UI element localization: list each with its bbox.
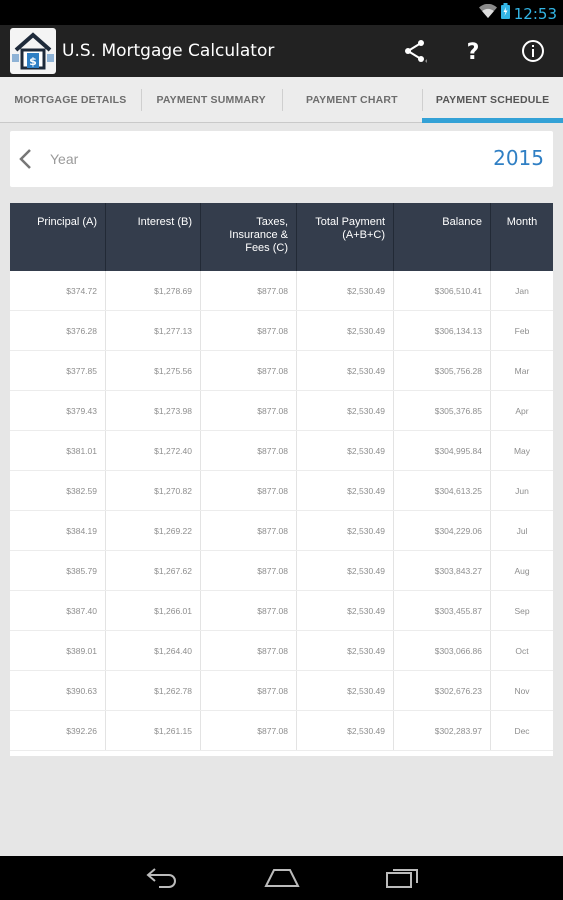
total-payment-cell: $2,530.49 <box>296 471 393 510</box>
month-cell: Apr <box>490 391 553 430</box>
column-header-month: Month <box>490 203 553 271</box>
table-row <box>10 511 553 551</box>
interest-cell: $1,272.40 <box>105 431 200 470</box>
year-label: Year <box>50 151 79 167</box>
balance-cell: $305,756.28 <box>393 351 490 390</box>
table-row <box>10 471 553 511</box>
interest-cell: $1,262.78 <box>105 671 200 710</box>
help-icon[interactable] <box>453 31 493 71</box>
home-icon[interactable] <box>257 864 307 892</box>
month-cell: Aug <box>490 551 553 590</box>
table-row <box>10 591 553 631</box>
interest-cell: $1,267.62 <box>105 551 200 590</box>
taxes-cell: $877.08 <box>200 591 296 630</box>
total-payment-cell: $2,530.49 <box>296 711 393 750</box>
column-header-total-payment: Total Payment (A+B+C) <box>296 203 393 271</box>
principal-cell: $384.19 <box>66 525 97 536</box>
month-cell: May <box>490 431 553 470</box>
tab-bar <box>0 77 563 123</box>
table-row <box>10 711 553 751</box>
interest-cell: $1,278.69 <box>105 271 200 310</box>
taxes-cell: $877.08 <box>200 311 296 350</box>
balance-cell: $302,676.23 <box>393 671 490 710</box>
principal-cell: $376.28 <box>66 325 97 336</box>
table-row <box>10 311 553 351</box>
balance-cell: $303,066.86 <box>393 631 490 670</box>
svg-text:$: $ <box>29 55 37 68</box>
taxes-cell: $877.08 <box>200 431 296 470</box>
month-cell: Jan <box>490 271 553 310</box>
tab-mortgage-details[interactable]: MORTGAGE DETAILS <box>14 93 127 106</box>
total-payment-cell: $2,530.49 <box>296 391 393 430</box>
balance-cell: $302,283.97 <box>393 711 490 750</box>
navigation-bar <box>0 856 563 900</box>
taxes-cell: $877.08 <box>200 511 296 550</box>
balance-cell: $306,134.13 <box>393 311 490 350</box>
interest-cell: $1,273.98 <box>105 391 200 430</box>
svg-text:?: ? <box>466 40 480 63</box>
interest-cell: $1,261.15 <box>105 711 200 750</box>
total-payment-cell: $2,530.49 <box>296 631 393 670</box>
column-header-interest: Interest (B) <box>105 203 200 271</box>
taxes-cell: $877.08 <box>200 631 296 670</box>
principal-cell: $389.01 <box>66 645 97 656</box>
month-cell: Sep <box>490 591 553 630</box>
principal-cell: $377.85 <box>66 365 97 376</box>
balance-cell: $306,510.41 <box>393 271 490 310</box>
taxes-cell: $877.08 <box>200 351 296 390</box>
column-header-principal: Principal (A) <box>37 216 97 228</box>
taxes-cell: $877.08 <box>200 471 296 510</box>
total-payment-cell: $2,530.49 <box>296 551 393 590</box>
principal-cell: $385.79 <box>66 565 97 576</box>
interest-cell: $1,275.56 <box>105 351 200 390</box>
column-header-taxes: Taxes, Insurance & Fees (C) <box>200 203 296 271</box>
share-icon[interactable] <box>395 31 435 71</box>
tab-payment-schedule[interactable]: PAYMENT SCHEDULE <box>422 77 563 122</box>
recent-apps-icon[interactable] <box>377 864 427 892</box>
tab-payment-summary[interactable]: PAYMENT SUMMARY <box>141 77 282 122</box>
tab-payment-chart[interactable]: PAYMENT CHART <box>282 77 423 122</box>
chevron-left-icon[interactable] <box>16 147 38 171</box>
total-payment-cell: $2,530.49 <box>296 351 393 390</box>
total-payment-cell: $2,530.49 <box>296 671 393 710</box>
year-value[interactable]: 2015 <box>493 146 544 170</box>
table-row <box>10 671 553 711</box>
battery-icon <box>501 3 510 24</box>
interest-cell: $1,277.13 <box>105 311 200 350</box>
total-payment-cell: $2,530.49 <box>296 271 393 310</box>
principal-cell: $392.26 <box>66 725 97 736</box>
table-body <box>10 271 553 751</box>
table-row <box>10 271 553 311</box>
taxes-cell: $877.08 <box>200 271 296 310</box>
balance-cell: $305,376.85 <box>393 391 490 430</box>
interest-cell: $1,266.01 <box>105 591 200 630</box>
table-header <box>10 203 553 271</box>
taxes-cell: $877.08 <box>200 711 296 750</box>
month-cell: Jul <box>490 511 553 550</box>
status-time: 12:53 <box>513 4 557 23</box>
principal-cell: $382.59 <box>66 485 97 496</box>
principal-cell: $374.72 <box>66 285 97 296</box>
balance-cell: $304,229.06 <box>393 511 490 550</box>
interest-cell: $1,264.40 <box>105 631 200 670</box>
principal-cell: $381.01 <box>66 445 97 456</box>
balance-cell: $303,843.27 <box>393 551 490 590</box>
month-cell: Mar <box>490 351 553 390</box>
taxes-cell: $877.08 <box>200 671 296 710</box>
back-icon[interactable] <box>137 864 187 892</box>
interest-cell: $1,270.82 <box>105 471 200 510</box>
total-payment-cell: $2,530.49 <box>296 511 393 550</box>
balance-cell: $303,455.87 <box>393 591 490 630</box>
month-cell: Oct <box>490 631 553 670</box>
year-selector <box>10 131 553 187</box>
table-row <box>10 431 553 471</box>
principal-cell: $390.63 <box>66 685 97 696</box>
month-cell: Nov <box>490 671 553 710</box>
payment-schedule-table <box>10 203 553 756</box>
info-icon[interactable] <box>513 31 553 71</box>
total-payment-cell: $2,530.49 <box>296 311 393 350</box>
action-bar <box>0 25 563 77</box>
total-payment-cell: $2,530.49 <box>296 591 393 630</box>
month-cell: Jun <box>490 471 553 510</box>
taxes-cell: $877.08 <box>200 391 296 430</box>
balance-cell: $304,995.84 <box>393 431 490 470</box>
app-title: U.S. Mortgage Calculator <box>62 41 275 61</box>
interest-cell: $1,269.22 <box>105 511 200 550</box>
taxes-cell: $877.08 <box>200 551 296 590</box>
total-payment-cell: $2,530.49 <box>296 431 393 470</box>
table-row <box>10 391 553 431</box>
table-row <box>10 351 553 391</box>
principal-cell: $387.40 <box>66 605 97 616</box>
column-header-balance: Balance <box>393 203 490 271</box>
table-row <box>10 551 553 591</box>
wifi-icon <box>479 4 497 24</box>
status-bar <box>0 0 563 25</box>
house-dollar-icon <box>10 28 56 74</box>
principal-cell: $379.43 <box>66 405 97 416</box>
table-row <box>10 631 553 671</box>
month-cell: Dec <box>490 711 553 750</box>
balance-cell: $304,613.25 <box>393 471 490 510</box>
month-cell: Feb <box>490 311 553 350</box>
